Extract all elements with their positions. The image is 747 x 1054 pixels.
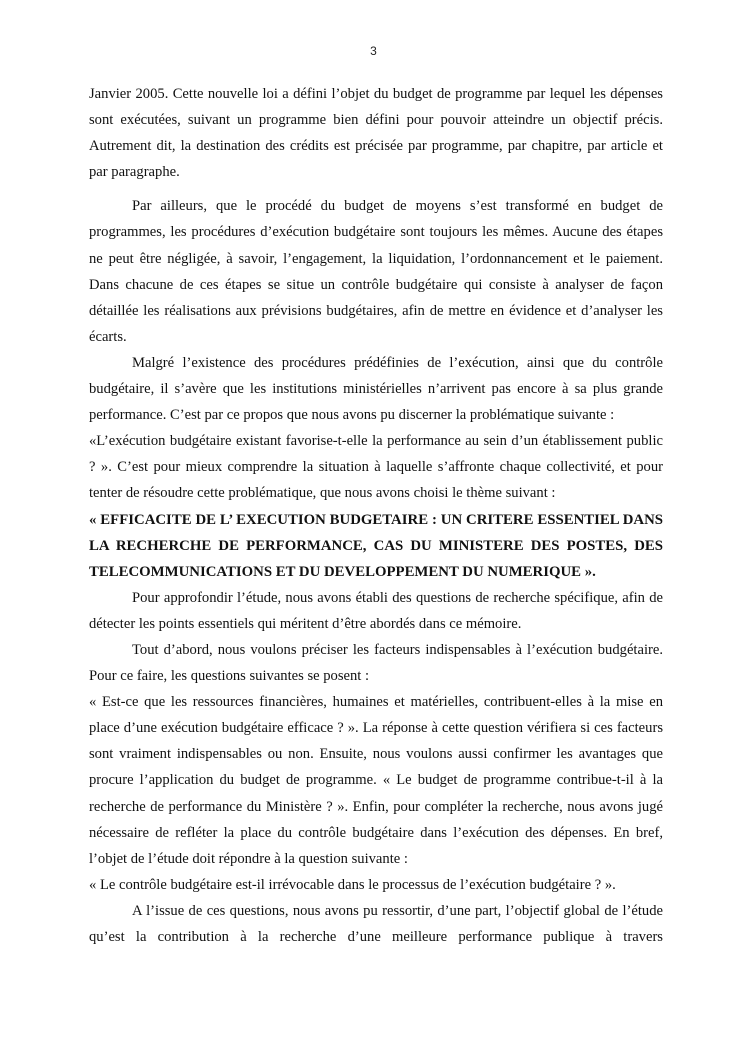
thesis-theme-title: « EFFICACITE DE L’ EXECUTION BUDGETAIRE : UN CRITERE ESSENTIEL DANS LA RECHERCHE DE PERFORMANCE, CAS DU MINISTERE DES POSTES, DES TELECOMMUNICATIONS ET DU DEVELOPPEMENT DU NUMERIQUE ». [89,511,663,580]
page-number: 3 [370,44,377,58]
paragraph-final-question: « Le contrôle budgétaire est-il irrévocable dans le processus de l’exécution budgétaire ? ». [89,876,616,893]
paragraph-research-questions-intro: Pour approfondir l’étude, nous avons établi des questions de recherche spécifique, afin de détecter les points essentiels qui méritent d’être abordés dans ce mémoire. [89,589,663,632]
paragraph-law-intro: Janvier 2005. Cette nouvelle loi a défini l’objet du budget de programme par lequel les dépenses sont exécutées, suivant un programme bien défini pour pouvoir atteindre un objectif précis. Autrement dit, la destination des crédits est précisée par programme, par chapitre, par article et par paragraphe. [89,86,663,181]
paragraph-objective: A l’issue de ces questions, nous avons pu ressortir, d’une part, l’objectif global de l’étude qu’est la contribution à la recherche d’une meilleure performance publique à travers [89,902,663,945]
document-body [89,81,663,950]
paragraph-budget-procedures: Par ailleurs, que le procédé du budget de moyens s’est transformé en budget de programmes, les procédures d’exécution budgétaire sont toujours les mêmes. Aucune des étapes ne peut être négligée, à savoir, l’engagement, la liquidation, l’ordonnancement et le paiement. Dans chacune de ces étapes se situe un contrôle budgétaire qui consiste à analyser de façon détaillée les réalisations aux prévisions budgétaires, afin de mettre en évidence et d’analyser les écarts. [89,198,663,345]
paragraph-questions: « Est-ce que les ressources financières, humaines et matérielles, contribuent-elles à la mise en place d’une exécution budgétaire efficace ? ». La réponse à cette question vérifiera si ces facteurs sont vraiment indispensables ou non. Ensuite, nous voulons aussi confirmer les avantages que procure l’application du budget de programme. « Le budget de programme contribue-t-il à la recherche de performance du Ministère ? ». Enfin, pour compléter la recherche, nous avons jugé nécessaire de refléter la place du contrôle budgétaire dans l’exécution des dépenses. En bref, l’objet de l’étude doit répondre à la question suivante : [89,694,663,867]
paragraph-factors: Tout d’abord, nous voulons préciser les facteurs indispensables à l’exécution budgétaire. Pour ce faire, les questions suivantes se posent : [89,641,663,685]
paragraph-problem-statement: «L’exécution budgétaire existant favorise-t-elle la performance au sein d’un établissement public ? ». C’est pour mieux comprendre la situation à laquelle s’affronte chaque collectivité, et pour tenter de résoudre cette problématique, que nous avons choisi le thème suivant : [89,433,663,502]
paragraph-problem-intro: Malgré l’existence des procédures prédéfinies de l’exécution, ainsi que du contrôle budgétaire, il s’avère que les institutions ministérielles n’arrivent pas encore à sa plus grande performance. C’est par ce propos que nous avons pu discerner la problématique suivante : [89,354,663,424]
